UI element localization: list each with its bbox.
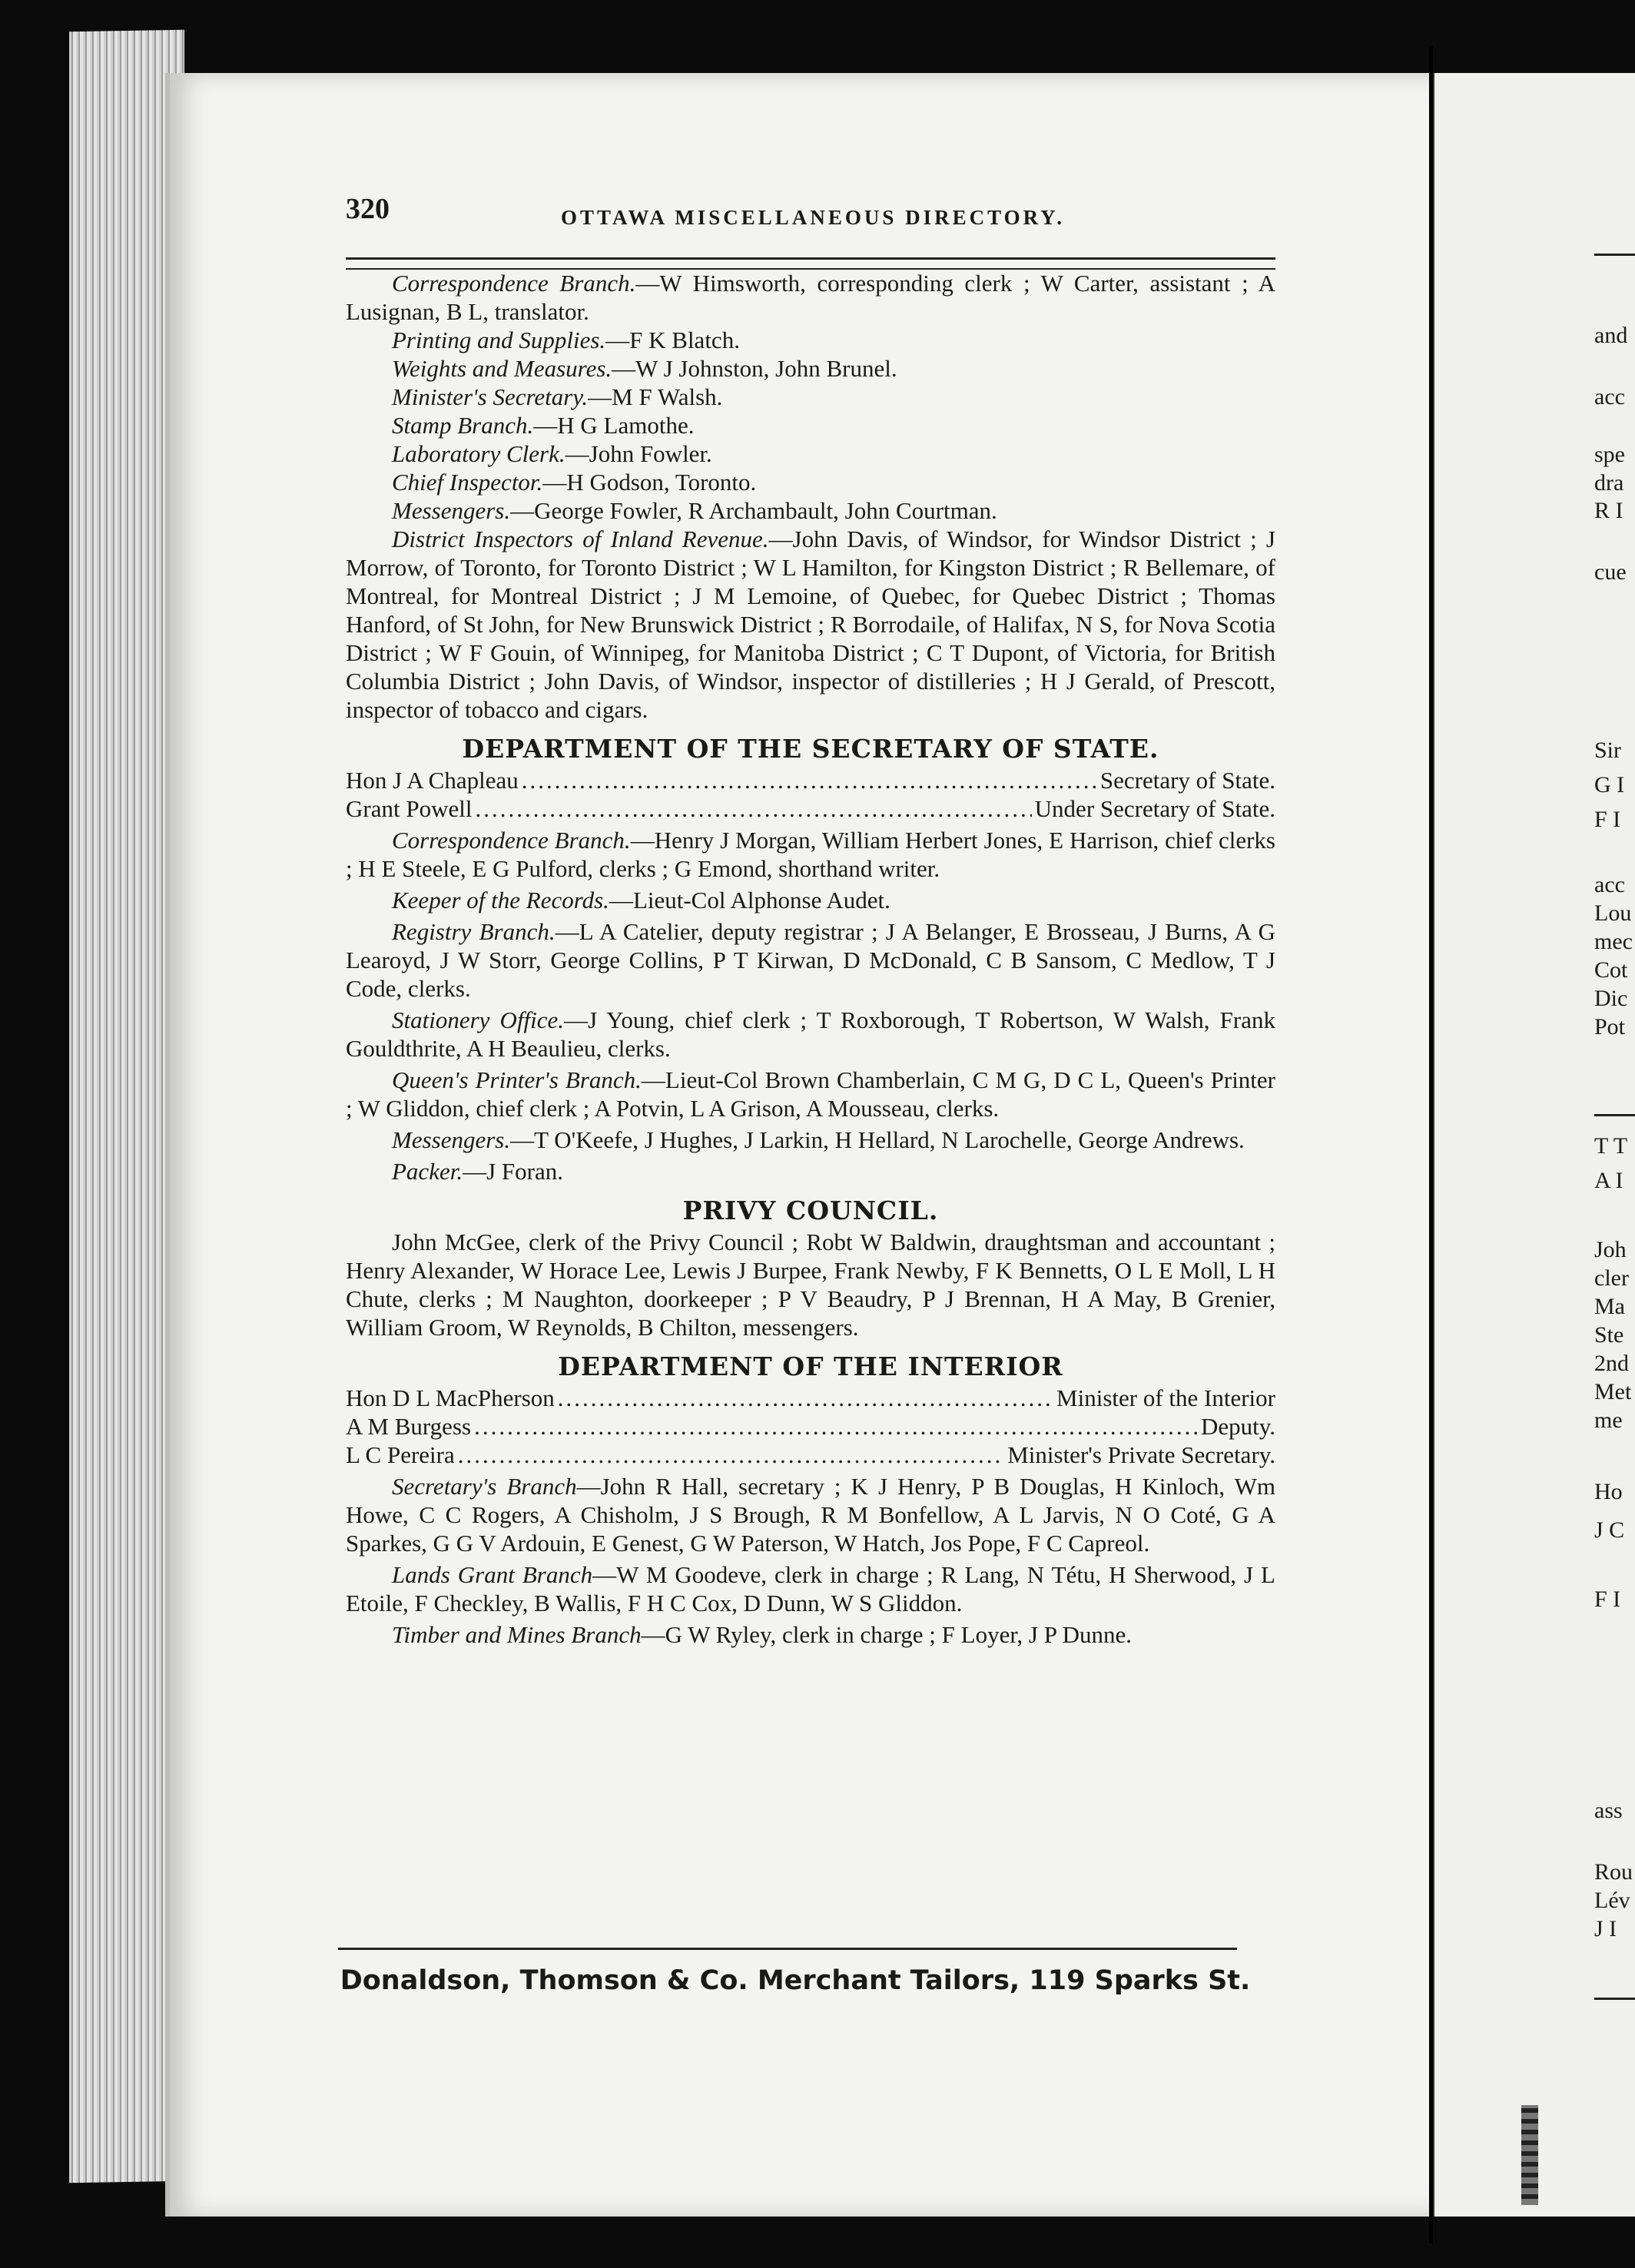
section-heading: DEPARTMENT OF THE INTERIOR [558, 1351, 1063, 1381]
right-fragment: A I [1594, 1168, 1623, 1193]
right-fragment: R I [1594, 498, 1623, 523]
page-title: OTTAWA MISCELLANEOUS DIRECTORY. [561, 206, 1065, 229]
inland-revenue-section [346, 269, 1275, 724]
list-item: Timber and Mines Branch—G W Ryley, clerk in charge ; F Loyer, J P Dunne. [392, 1621, 1132, 1648]
right-fragment: Rou [1594, 1859, 1633, 1885]
list-item: Keeper of the Records.—Lieut-Col Alphonse Audet. [392, 887, 890, 914]
page-number: 320 [346, 193, 390, 225]
list-item: Packer.—J Foran. [392, 1158, 563, 1185]
dot-leader [458, 1441, 1004, 1469]
right-fragment: Lév [1594, 1888, 1630, 1913]
right-fragment: Pot [1594, 1014, 1626, 1040]
right-fragment: Ste [1594, 1322, 1624, 1348]
right-fragment: dra [1594, 470, 1624, 496]
right-fragment: T T [1594, 1133, 1628, 1159]
officer-row: Grant Powell ..... Under Secretary of State. [346, 794, 1275, 823]
list-item: Correspondence Branch.—W Himsworth, corresponding clerk ; W Carter, assistant ; A Lusignan, B L, translator. [346, 270, 1275, 325]
footer-advertisement: Donaldson, Thomson & Co. Merchant Tailors, 119 Sparks St. [340, 1965, 1251, 1996]
right-page-rule [1594, 254, 1635, 256]
dot-leader [522, 766, 1097, 794]
right-fragment: acc [1594, 384, 1625, 410]
secretary-of-state-section [346, 734, 1275, 1185]
list-item: Weights and Measures.—W J Johnston, John Brunel. [392, 355, 897, 382]
dot-leader [558, 1384, 1053, 1412]
right-page-rule [1594, 1114, 1635, 1116]
right-fragment: and [1594, 323, 1628, 348]
right-fragment: cue [1594, 559, 1627, 585]
right-fragment: F I [1594, 807, 1621, 832]
list-item: Queen's Printer's Branch.—Lieut-Col Brown Chamberlain, C M G, D C L, Queen's Printer ; W Gliddon, chief clerk ; A Potvin, L A Grison, A Mousseau, clerks. [346, 1066, 1275, 1122]
right-fragment: J I [1594, 1916, 1617, 1941]
list-item: Laboratory Clerk.—John Fowler. [392, 440, 712, 467]
right-fragment: Ho [1594, 1479, 1623, 1504]
binding-mark [1521, 2105, 1538, 2205]
right-page-rule [1594, 1998, 1635, 2000]
list-item: Registry Branch.—L A Catelier, deputy registrar ; J A Belanger, E Brosseau, J Burns, A G Learoyd, J W Storr, George Collins, P T Kirwan, D McDonald, C B Sansom, C Medlow, T J Code, clerks. [346, 918, 1275, 1002]
right-fragment: G I [1594, 772, 1625, 797]
list-item: Stationery Office.—J Young, chief clerk ; T Roxborough, T Robertson, W Walsh, Frank Gouldthrite, A H Beaulieu, clerks. [346, 1006, 1275, 1062]
list-item: Chief Inspector.—H Godson, Toronto. [392, 469, 757, 496]
right-fragment: mec [1594, 929, 1633, 954]
officer-row: L C Pereira ..... Minister's Private Secretary. [346, 1441, 1275, 1469]
header-double-rule [346, 257, 1275, 270]
officer-row: Hon J A Chapleau ..... Secretary of State. [346, 766, 1275, 794]
list-item: Minister's Secretary.—M F Walsh. [392, 383, 723, 410]
list-item: District Inspectors of Inland Revenue.—John Davis, of Windsor, for Windsor District ; J Morrow, of Toronto, for Toronto District ; W L Hamilton, for Kingston District ; R Bellemare, of Montreal, for Montreal District ; J M Lemoine, of Quebec, for Quebec District ; Thomas Hanford, of St John, for New Brunswick District ; R Borrodaile, of Halifax, N S, for Nova Scotia District ; W F Gouin, of Winnipeg, for Manitoba District ; C T Dupont, of Victoria, for British Columbia District ; John Davis, of Windsor, inspector of distilleries ; H J Gerald, of Prescott, inspector of tobacco and cigars. [346, 526, 1275, 723]
officer-row: Hon D L MacPherson ..... Minister of the Interior [346, 1384, 1275, 1412]
list-item: Messengers.—George Fowler, R Archambault, John Courtman. [392, 497, 997, 524]
right-fragment: cler [1594, 1265, 1629, 1291]
right-fragment: me [1594, 1408, 1623, 1433]
right-fragment: Lou [1594, 900, 1632, 926]
section-heading: DEPARTMENT OF THE SECRETARY OF STATE. [462, 734, 1159, 764]
officer-row: A M Burgess ..... Deputy. [346, 1412, 1275, 1441]
right-fragment: Joh [1594, 1237, 1627, 1262]
interior-section [346, 1352, 1275, 1649]
list-item: Messengers.—T O'Keefe, J Hughes, J Larkin, H Hellard, N Larochelle, George Andrews. [392, 1126, 1245, 1153]
privy-council-section [346, 1196, 1275, 1341]
list-item: Secretary's Branch—John R Hall, secretary ; K J Henry, P B Douglas, H Kinloch, Wm Howe, C C Rogers, A Chisholm, J S Brough, R M Bonfellow, A L Jarvis, N O Coté, G A Sparkes, G G V Ardouin, E Genest, G W Paterson, W Hatch, Jos Pope, F C Capreol. [346, 1473, 1275, 1557]
right-fragment: ass [1594, 1798, 1623, 1823]
dot-leader [474, 1412, 1198, 1441]
list-item: Printing and Supplies.—F K Blatch. [392, 327, 740, 353]
right-fragment: Sir [1594, 738, 1622, 763]
right-fragment: acc [1594, 872, 1625, 897]
right-fragment: F I [1594, 1587, 1621, 1612]
right-fragment: Ma [1594, 1294, 1625, 1319]
footer-rule [338, 1948, 1237, 1950]
directory-body [346, 269, 1275, 1649]
list-item: Stamp Branch.—H G Lamothe. [392, 412, 695, 439]
running-head [177, 192, 1275, 238]
dot-leader [475, 794, 1031, 823]
right-fragment: 2nd [1594, 1351, 1629, 1376]
right-fragment: Dic [1594, 986, 1628, 1011]
list-item: Lands Grant Branch—W M Goodeve, clerk in charge ; R Lang, N Tétu, H Sherwood, J L Etoile, F Checkley, B Wallis, F H C Cox, D Dunn, W S Gliddon. [346, 1561, 1275, 1616]
right-fragment: spe [1594, 442, 1625, 467]
right-fragment: Met [1594, 1379, 1632, 1404]
right-fragment: Cot [1594, 957, 1628, 983]
list-item: Correspondence Branch.—Henry J Morgan, William Herbert Jones, E Harrison, chief clerks ; H E Steele, E G Pulford, clerks ; G Emond, shorthand writer. [346, 827, 1275, 882]
list-item: John McGee, clerk of the Privy Council ; Robt W Baldwin, draughtsman and accountant ; Henry Alexander, W Horace Lee, Lewis J Burpee, Frank Newby, F K Bennetts, O L E Moll, L H Chute, clerks ; M Naughton, doorkeeper ; P V Beaudry, P J Brennan, H A May, B Grenier, William Groom, W Reynolds, B Chilton, messengers. [346, 1228, 1275, 1341]
right-fragment: J C [1594, 1517, 1625, 1543]
section-heading: PRIVY COUNCIL. [682, 1195, 939, 1225]
